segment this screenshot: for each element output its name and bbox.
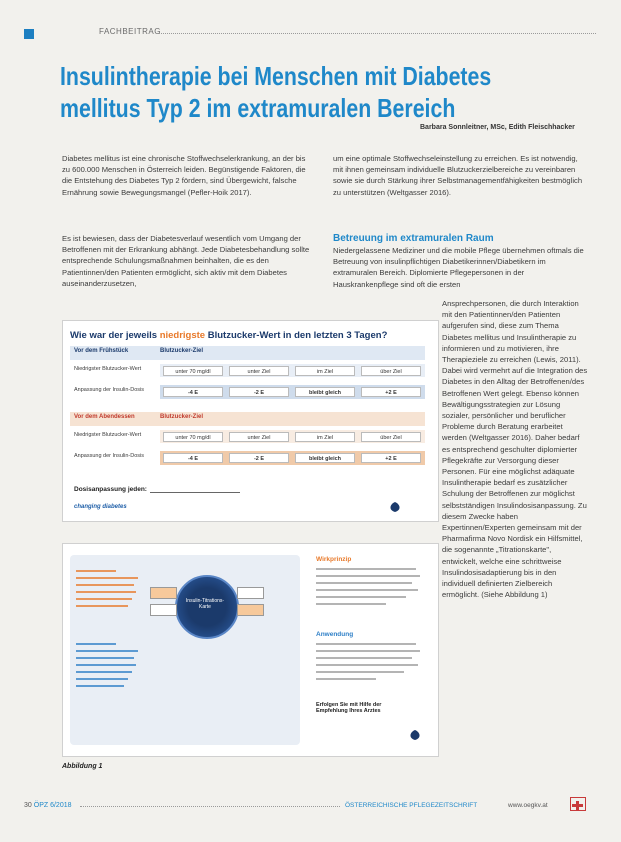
- evening-dose-1: -4 E: [163, 453, 223, 463]
- evening-cell-3: im Ziel: [295, 432, 355, 442]
- card-box-right-top: [237, 587, 264, 599]
- footer-url[interactable]: www.oegkv.at: [508, 802, 548, 809]
- novo-nordisk-logo: [380, 500, 410, 514]
- evening-cell-2: unter Ziel: [229, 432, 289, 442]
- instruction-text-top: [76, 567, 144, 619]
- footer-journal: ÖSTERREICHISCHE PFLEGEZEITSCHRIFT: [345, 802, 478, 809]
- card-box-left-bottom: [150, 604, 177, 616]
- footer-page: 30 ÖPZ 6/2018: [24, 802, 72, 809]
- evening-bz-label: Niedrigster Blutzucker-Wert: [74, 432, 142, 438]
- subheading: Betreuung im extramuralen Raum: [333, 233, 494, 244]
- col2-paragraph-2: Niedergelassene Mediziner und die mobile Pflege übernehmen oftmals die Betreuung von insulinpflichtigen Diabetikerinnen/Diabetikern im extramuralen Bereich. Diplomierte Pflegepersonen in der Hauskrankenpflege sind oft die ersten: [333, 246, 584, 289]
- figure-title: Wie war der jeweils niedrigste Blutzucker-Wert in den letzten 3 Tagen?: [70, 330, 388, 341]
- evening-cell-4: über Ziel: [361, 432, 421, 442]
- changing-diabetes-logo: changing diabetes: [74, 504, 127, 510]
- novo-nordisk-logo-2: [402, 728, 428, 742]
- evening-dose-2: -2 E: [229, 453, 289, 463]
- morning-bz-label: Niedrigster Blutzucker-Wert: [74, 366, 142, 372]
- right-heading-2: Anwendung: [316, 631, 354, 638]
- circle-label: Insulin-Titrations-Karte: [185, 598, 225, 610]
- header-divider: [156, 33, 596, 34]
- title-line-2: mellitus Typ 2 im extramuralen Bereich: [60, 93, 456, 123]
- morning-dose-1: -4 E: [163, 387, 223, 397]
- col2-paragraph-1: um eine optimale Stoffwechseleinstellung zu erreichen. Es ist notwendig, mit ihnen gemeinsam individuelle Blutzuckerzielbereiche zu vereinbaren sowie sie durch Stärkung ihrer Selbstmanagementfähigkeiten bestmöglich zu unterstützen (Weltgasser 2016).: [333, 154, 583, 197]
- morning-cell-2: unter Ziel: [229, 366, 289, 376]
- evening-cell-1: unter 70 mg/dl: [163, 432, 223, 442]
- journal-logo-icon: [570, 797, 586, 811]
- card-box-right-bottom: [237, 604, 264, 616]
- morning-cell-4: über Ziel: [361, 366, 421, 376]
- evening-label: Vor dem Abendessen: [74, 414, 135, 420]
- title-line-1: Insulintherapie bei Menschen mit Diabetes: [60, 61, 492, 91]
- footer-divider: [80, 806, 340, 807]
- section-marker: [24, 29, 34, 39]
- evening-dose-label: Anpassung der Insulin-Dosis: [74, 453, 145, 459]
- right-heading-1: Wirkprinzip: [316, 556, 352, 563]
- morning-dose-3: bleibt gleich: [295, 387, 355, 397]
- col1-paragraph-2: Es ist bewiesen, dass der Diabetesverlauf wesentlich vom Umgang der Betroffenen mit der Erkrankung abhängt. Jede Diabetesbehandlung sollte entsprechende Schulungsmaßnahmen beinhalten, die es den Patientinnen/den Patienten ermöglicht, sich aktiv mit dem Diabetes auseinanderzusetzen,: [62, 234, 310, 288]
- evening-dose-4: +2 E: [361, 453, 421, 463]
- instruction-text-bottom: [76, 640, 144, 698]
- right-text-2: [316, 640, 426, 690]
- section-label: FACHBEITRAG: [99, 27, 161, 36]
- right-text-1: [316, 565, 426, 615]
- col1-paragraph-1: Diabetes mellitus ist eine chronische Stoffwechselerkrankung, an der bis zu 600.000 Menschen in Österreich leiden. Begünstigende Faktoren, die die Entstehung des Diabetes Typ 2 fördern, sind Übergewicht, falsche Ernährung sowie Bewegungsmangel (Pefler-Hoik 2017).: [62, 154, 306, 197]
- figure-title-highlight: niedrigste: [159, 330, 206, 341]
- morning-label: Vor dem Frühstück: [74, 348, 129, 354]
- morning-target: Blutzucker-Ziel: [160, 348, 204, 354]
- morning-dose-4: +2 E: [361, 387, 421, 397]
- col2-paragraph-3: Ansprechpersonen, die durch Interaktion mit den Patientinnen/den Patienten aufgerufen sind, diese zum Thema Diabetes mellitus und Insulintherapie zu informieren und zu motivieren, ihre Therapieziele zu erreichen (Lewis, 2011). Dabei wird vermehrt auf die Integration des Diabetes in den Alltag der Betroffenen/des Betroffenen Wert gelegt. Ebenso können Bewältigungsstrategien zur Lösung sozialer, persönlicher und beruflicher Probleme durch Beratung erarbeitet werden (Weltgasser 2016). Daher bedarf es entsprechend geschulter diplomierter Pflegekräfte zur Versorgung dieser Personen. Für eine möglichst adäquate Insulintherapie bedarf es zusätzlicher Schulung der Betroffenen zur möglichst selbstständigen Insulindosisanpassung. Zu diesem Zwecke haben Expertinnen/Experten gemeinsam mit der Pharmafirma Novo Nordisk ein Hilfsmittel, die sogenannte „Titrationskarte", entwickelt, welche eine schrittweise Insulindosisadaptierung bis in den individuell definierten Zielbereich ermöglicht. (Siehe Abbildung 1): [442, 299, 588, 600]
- morning-dose-label: Anpassung der Insulin-Dosis: [74, 387, 145, 393]
- evening-target: Blutzucker-Ziel: [160, 414, 204, 420]
- morning-dose-2: -2 E: [229, 387, 289, 397]
- dose-adjust-label: Dosisanpassung jeden:: [74, 486, 147, 493]
- figure-caption: Abbildung 1: [62, 763, 103, 770]
- morning-cell-1: unter 70 mg/dl: [163, 366, 223, 376]
- evening-dose-3: bleibt gleich: [295, 453, 355, 463]
- article-title: [60, 60, 492, 124]
- authors: Barbara Sonnleitner, MSc, Edith Fleischhacker: [420, 124, 575, 131]
- morning-cell-3: im Ziel: [295, 366, 355, 376]
- right-heading-3: Erfolgen Sie mit Hilfe der Empfehlung Ihres Arztes: [316, 702, 382, 714]
- dose-adjust-line: [150, 492, 240, 493]
- card-box-left-top: [150, 587, 177, 599]
